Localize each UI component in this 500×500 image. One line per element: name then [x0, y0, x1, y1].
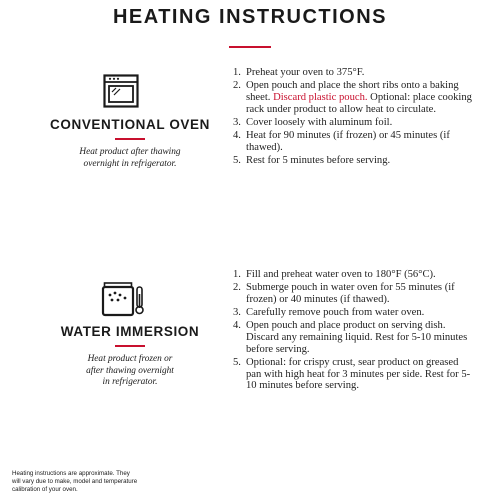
- list-item: 5. Rest for 5 minutes before serving.: [233, 154, 391, 166]
- discard-warning: Discard plastic pouch.: [273, 91, 368, 103]
- section-title: WATER IMMERSION: [60, 324, 200, 339]
- water-immersion-heading: [40, 324, 220, 389]
- list-item: 4. Heat for 90 minutes (if frozen) or 45 minutes (if thawed).: [233, 129, 450, 153]
- list-item: 2. Submerge pouch in water oven for 55 minutes (if frozen) or 40 minutes (if thawed).: [233, 282, 455, 305]
- conventional-oven-heading: [40, 117, 220, 170]
- section-divider: [115, 138, 145, 140]
- page-title: HEATING INSTRUCTIONS: [112, 6, 388, 28]
- list-item: 3. Carefully remove pouch from water oven.: [233, 306, 425, 318]
- conventional-oven-steps: [233, 67, 473, 168]
- section-note: Heat product frozen or after thawing overnight in refrigerator.: [86, 354, 174, 387]
- list-item: 1. Fill and preheat water oven to 180°F (56°C).: [233, 269, 436, 280]
- water-bath-icon: [101, 281, 147, 324]
- disclaimer-footnote: Heating instructions are approximate. They will vary due to make, model and temperature calibration of your oven.: [12, 470, 138, 493]
- list-item: 2. Open pouch and place the short ribs onto a baking sheet. Discard plastic pouch. Optional: place cooking rack under product to allow heat to circulate.: [233, 80, 472, 115]
- list-item: 3. Cover loosely with aluminum foil.: [233, 116, 393, 128]
- section-note: Heat product after thawing overnight in refrigerator.: [79, 147, 181, 169]
- list-item: 5. Optional: for crispy crust, sear product on greased pan with high heat for 3 minutes per side. Rest for 5-10 minutes before serving.: [233, 356, 471, 392]
- section-title: CONVENTIONAL OVEN: [50, 117, 210, 132]
- section-divider: [115, 345, 145, 347]
- title-divider: [229, 46, 271, 48]
- oven-icon: [103, 74, 139, 113]
- list-item: 4. Open pouch and place product on serving dish. Discard any remaining liquid. Rest for 5-10 minutes before serving.: [233, 320, 468, 355]
- water-immersion-steps: [233, 269, 473, 393]
- list-item: 1. Preheat your oven to 375°F.: [233, 67, 365, 78]
